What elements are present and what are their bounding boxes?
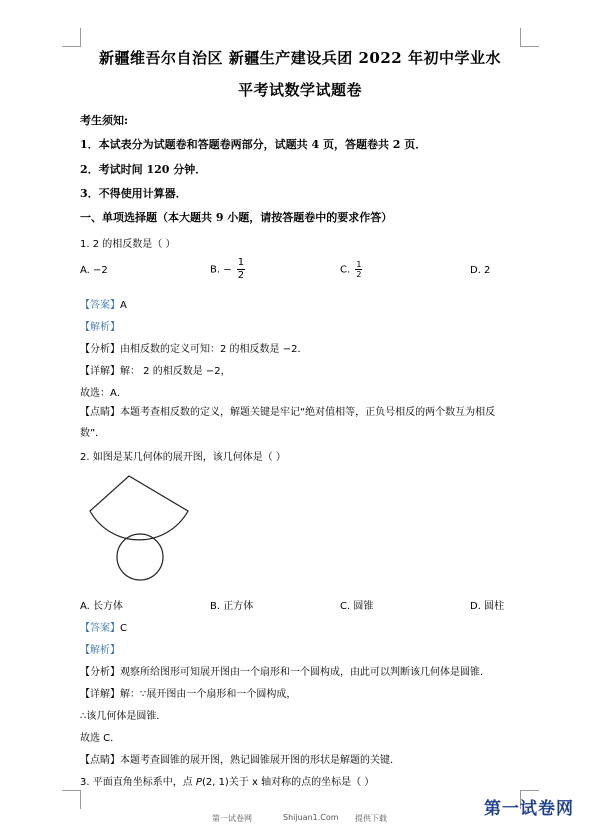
fenxi-tag: 【分析】 xyxy=(80,667,120,678)
fenxi-text: 由相反数的定义可知：2 的相反数是 −2． xyxy=(120,344,308,355)
q3-coords: (2, 1) xyxy=(201,777,229,788)
answer-tag: 【答案】 xyxy=(80,623,120,634)
fraction-denominator: 2 xyxy=(356,270,362,279)
page-title-line-2: 平考试数学试题卷 xyxy=(237,81,362,99)
page-title-line-1: 新疆维吾尔自治区 新疆生产建设兵团 2022 年初中学业水 xyxy=(99,49,501,67)
answer-value: A xyxy=(120,300,127,311)
q1-option-d: D. 2 xyxy=(470,265,491,276)
answer-tag: 【答案】 xyxy=(80,300,120,311)
q1-answer xyxy=(80,296,127,311)
crop-mark-bottom-left xyxy=(62,790,81,809)
section-heading: 一、单项选择题（本大题共 9 小题，请按答题卷中的要求作答） xyxy=(80,211,393,224)
q2-answer xyxy=(80,619,127,634)
base-circle-shape xyxy=(117,534,163,580)
q3-stem-post: 关于 x 轴对称的点的坐标是（ ） xyxy=(228,777,375,788)
sector-shape xyxy=(90,476,188,540)
q2-choose: 故选 C． xyxy=(80,733,121,744)
xiangjie-tag: 【详解】 xyxy=(80,689,120,700)
xiangjie-tag: 【详解】 xyxy=(80,366,120,377)
q2-fenxi xyxy=(80,663,490,678)
q1-option-c-fraction xyxy=(355,260,362,279)
q2-option-a: A. 长方体 xyxy=(80,601,124,612)
q1-stem: 1. 2 的相反数是（ ） xyxy=(80,239,176,250)
q2-option-b: B. 正方体 xyxy=(210,601,254,612)
analysis-tag: 【解析】 xyxy=(80,645,120,656)
notice-item-1: 1．本试表分为试题卷和答题卷两部分，试题共 4 页，答题卷共 2 页． xyxy=(80,138,427,151)
fenxi-tag: 【分析】 xyxy=(80,344,120,355)
fraction-denominator: 2 xyxy=(237,270,245,281)
q1-option-b-fraction xyxy=(237,257,245,282)
dianjing-tag: 【点睛】 xyxy=(80,407,120,418)
q1-option-b-prefix: B. − xyxy=(210,264,232,276)
q2-dianjing xyxy=(80,751,400,766)
crop-mark-top-left xyxy=(62,28,81,47)
xiangjie-text: 解： 2 的相反数是 −2， xyxy=(120,366,231,377)
footer-right: 提供下载 xyxy=(355,814,387,823)
dianjing-text: 本题考查相反数的定义，解题关键是牢记“绝对值相等，正负号相反的两个数互为相反数”． xyxy=(80,407,496,439)
fraction-numerator: 1 xyxy=(237,257,245,268)
xiangjie-text: 解：∵展开图由一个扇形和一个圆构成， xyxy=(120,689,297,700)
q3-stem xyxy=(80,773,374,788)
notice-heading: 考生须知: xyxy=(80,114,129,127)
notice-item-3: 3．不得使用计算器． xyxy=(80,187,187,200)
dianjing-tag: 【点睛】 xyxy=(80,755,120,766)
q1-choose: 故选：A． xyxy=(80,388,127,399)
footer-mid[interactable]: Shijuan1.Com xyxy=(283,813,339,822)
q2-therefore: ∴该几何体是圆锥． xyxy=(80,711,167,722)
q2-xiangjie xyxy=(80,685,296,700)
brand-logo-text: 第一试卷网 xyxy=(484,799,574,819)
q1-option-c xyxy=(340,260,362,279)
crop-mark-top-right xyxy=(520,28,539,47)
q2-option-d: D. 圆柱 xyxy=(470,601,505,612)
q1-xiangjie xyxy=(80,362,231,377)
q2-stem: 2. 如图是某几何体的展开图，该几何体是（ ） xyxy=(80,452,286,463)
dianjing-text: 本题考查圆锥的展开图，熟记圆锥展开图的形状是解题的关键． xyxy=(120,755,400,766)
notice-item-2: 2．考试时间 120 分钟． xyxy=(80,163,207,176)
q3-stem-pre: 3. 平面直角坐标系中，点 xyxy=(80,777,193,788)
cone-net-figure xyxy=(80,472,210,587)
footer-left: 第一试卷网 xyxy=(212,814,252,823)
q1-option-c-prefix: C. xyxy=(340,264,351,276)
q2-option-c: C. 圆锥 xyxy=(340,601,374,612)
q3-point: P xyxy=(195,777,202,788)
q1-option-b xyxy=(210,257,245,282)
analysis-tag: 【解析】 xyxy=(80,322,120,333)
q1-dianjing xyxy=(80,402,520,444)
fenxi-text: 观察所给图形可知展开图由一个扇形和一个圆构成，由此可以判断该几何体是圆锥． xyxy=(120,667,490,678)
q2-analysis xyxy=(80,641,120,656)
q1-option-a: A. −2 xyxy=(80,265,108,276)
q1-fenxi xyxy=(80,340,307,355)
answer-value: C xyxy=(120,623,127,634)
fraction-numerator: 1 xyxy=(356,260,362,269)
q1-analysis xyxy=(80,318,120,333)
